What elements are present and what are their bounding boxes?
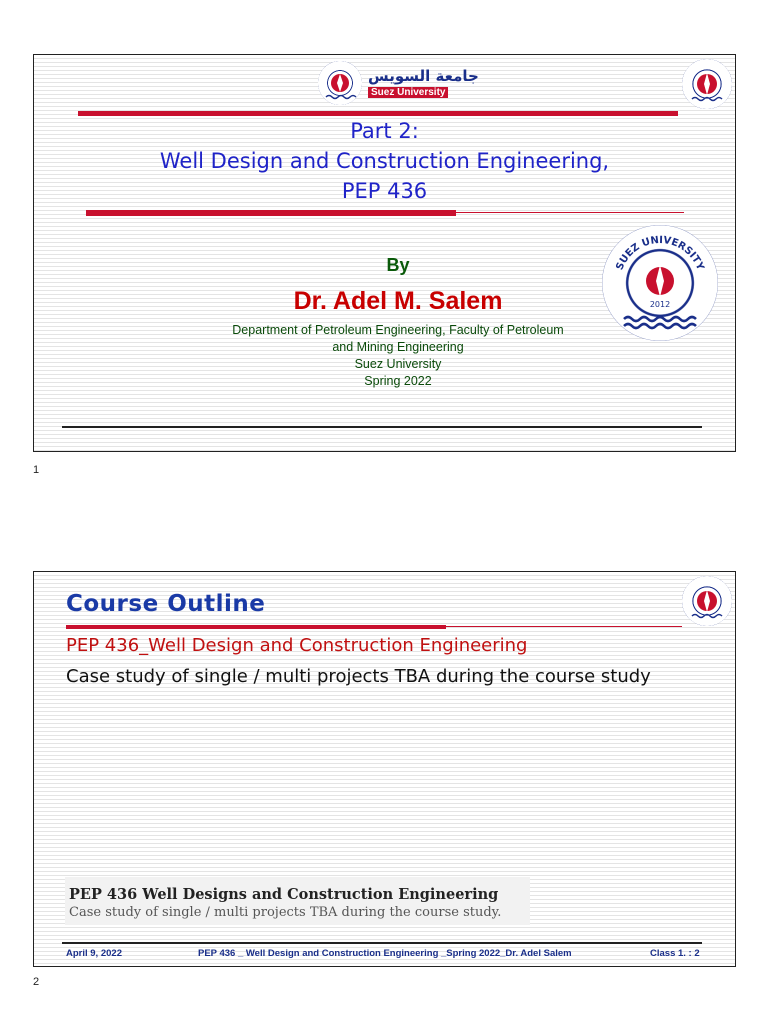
dept-line-3: Suez University: [354, 357, 442, 371]
slide-1: [33, 54, 736, 452]
title-line-1: Part 2:: [350, 119, 419, 143]
title-line-3: PEP 436: [341, 179, 428, 203]
department-info: [168, 322, 628, 390]
page-number-1: 1: [33, 464, 40, 476]
title-red-bar: [66, 625, 446, 629]
university-seal-small-icon: [682, 59, 732, 109]
author-name: Dr. Adel M. Salem: [293, 287, 503, 315]
header-red-bar: [78, 111, 678, 116]
university-seal-small-icon: [682, 576, 732, 626]
university-name-english: Suez University: [368, 87, 448, 98]
slide-2: [33, 571, 736, 967]
title-red-bar: [86, 210, 456, 216]
university-seal-icon: [318, 61, 362, 105]
footer-line: [62, 942, 702, 944]
title-dark-line: [456, 212, 684, 213]
dept-line-4: Spring 2022: [364, 374, 432, 388]
footer-class: Class 1. : 2: [650, 948, 700, 959]
excerpt-body: Case study of single / multi projects TBA during the course study.: [69, 905, 502, 920]
university-name-arabic: جامعة السويس: [368, 67, 479, 85]
university-banner: [316, 61, 479, 105]
bottom-dark-line: [62, 426, 702, 428]
scanned-excerpt: [65, 877, 530, 925]
title-line-2: Well Design and Construction Engineering,: [159, 149, 610, 173]
dept-line-1: Department of Petroleum Engineering, Faculty of Petroleum: [232, 323, 564, 337]
footer-center: PEP 436 _ Well Design and Construction Engineering _Spring 2022_Dr. Adel Salem: [198, 948, 572, 959]
title-dark-line: [446, 626, 682, 627]
seal-arc-text: SUEZ UNIVERSITY: [614, 234, 706, 272]
footer-date: April 9, 2022: [66, 948, 122, 959]
page-number-2: 2: [33, 976, 40, 988]
course-subtitle: PEP 436_Well Design and Construction Engineering: [66, 635, 528, 656]
dept-line-2: and Mining Engineering: [332, 340, 464, 354]
slide-title: Course Outline: [66, 591, 266, 617]
course-description: Case study of single / multi projects TBA during the course study: [66, 666, 651, 687]
university-seal-large-icon: [602, 225, 718, 341]
excerpt-title: PEP 436 Well Designs and Construction Engineering: [69, 886, 499, 903]
by-label: By: [386, 255, 410, 275]
seal-year: 2012: [649, 300, 671, 309]
